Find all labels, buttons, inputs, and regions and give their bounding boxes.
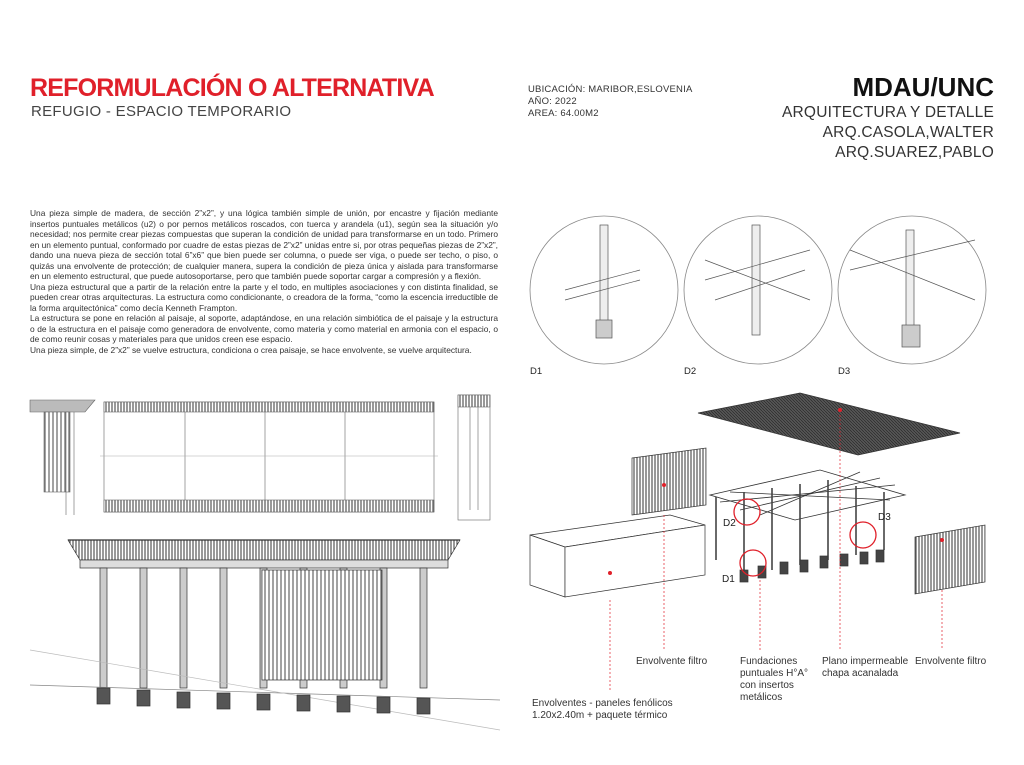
legend-fundaciones: Fundaciones puntuales H°A° con insertos metálicos xyxy=(740,656,809,703)
legend-plano: Plano impermeable chapa acanalada xyxy=(822,656,909,679)
course-name: ARQUITECTURA Y DETALLE xyxy=(782,104,994,121)
brand-title: MDAU/UNC xyxy=(852,72,994,102)
location-text: UBICACIÓN: MARIBOR,ESLOVENIA xyxy=(528,84,693,95)
area-text: AREA: 64.00M2 xyxy=(528,108,599,119)
legend-envolvente-filtro-right: Envolvente filtro xyxy=(915,656,987,667)
perspective-drawing xyxy=(30,540,500,730)
teacher-1: ARQ.CASOLA,WALTER xyxy=(822,124,994,141)
callout-d3: D3 xyxy=(878,512,891,523)
detail-label-d2: D2 xyxy=(684,366,697,377)
description-paragraph-3: La estructura se pone en relación al paisaje, al soporte, adaptándose, en una relación simbiótica de el paisaje y la estructura o de la estructura en el paisaje como generadora de envolvente, como materia y como material en armonia con el espacio, o de como reunir cosas y materiales para que unidos creen ese espacio. xyxy=(30,313,498,344)
exploded-axonometric xyxy=(530,393,985,690)
legend-envolventes: Envolventes - paneles fenólicos 1.20x2.40m + paquete térmico xyxy=(532,698,673,721)
callout-d2: D2 xyxy=(723,518,736,529)
legend-envolvente-filtro-left: Envolvente filtro xyxy=(636,656,708,667)
detail-label-d3: D3 xyxy=(838,366,851,377)
elevation-drawing xyxy=(30,395,490,520)
description-paragraph-2: Una pieza estructural que a partir de la relación entre la parte y el todo, en multiples asociaciones y con distinta finalidad, se pueden crear otras arquitecturas. La estructura como condicionante, o creadora de la forma, “como la escencia irreductible de la forma arquitectónica” como decía Kenneth Frampton. xyxy=(30,281,498,313)
page-subtitle: REFUGIO - ESPACIO TEMPORARIO xyxy=(31,103,292,120)
description-paragraph-4: Una pieza simple, de 2”x2” se vuelve estructura, condiciona o crea paisaje, se hace envolvente, se vuelve arquitectura. xyxy=(30,344,472,355)
page-title: REFORMULACIÓN O ALTERNATIVA xyxy=(30,74,434,102)
description-paragraph-1: Una pieza simple de madera, de sección 2”x2”, y una lógica también simple de unión, por encastre y fijación mediante insertos puntuales metálicos (u2) o por pernos metálicos roscados, con tuerca y arandela (u1), según sea la situación y/o necesidad; nos permite crear piezas compuestas que superan la condición de unidad para transformarse en un todo. Primero en un elemento puntual, conformado por cuadre de estas piezas de 2”x2” unidas entre si, por otras pequeñas piezas de 2”x2”, dando una nueva pieza de sección total 6”x6” que bien puede ser columna, o puede ser viga, o puede ser techo, o piso, o quizás una envolvente de protección; de cualquier manera, supera la condición de pieza única y aislada para transformarse en un elemento estructural, que puede autosoportarse, pero que también puede soportar cargar a compresión y a flexión. xyxy=(30,208,498,281)
detail-label-d1: D1 xyxy=(530,366,543,377)
detail-circles xyxy=(530,216,986,364)
callout-d1: D1 xyxy=(722,574,735,585)
teacher-2: ARQ.SUAREZ,PABLO xyxy=(835,144,994,161)
year-text: AÑO: 2022 xyxy=(528,96,577,107)
